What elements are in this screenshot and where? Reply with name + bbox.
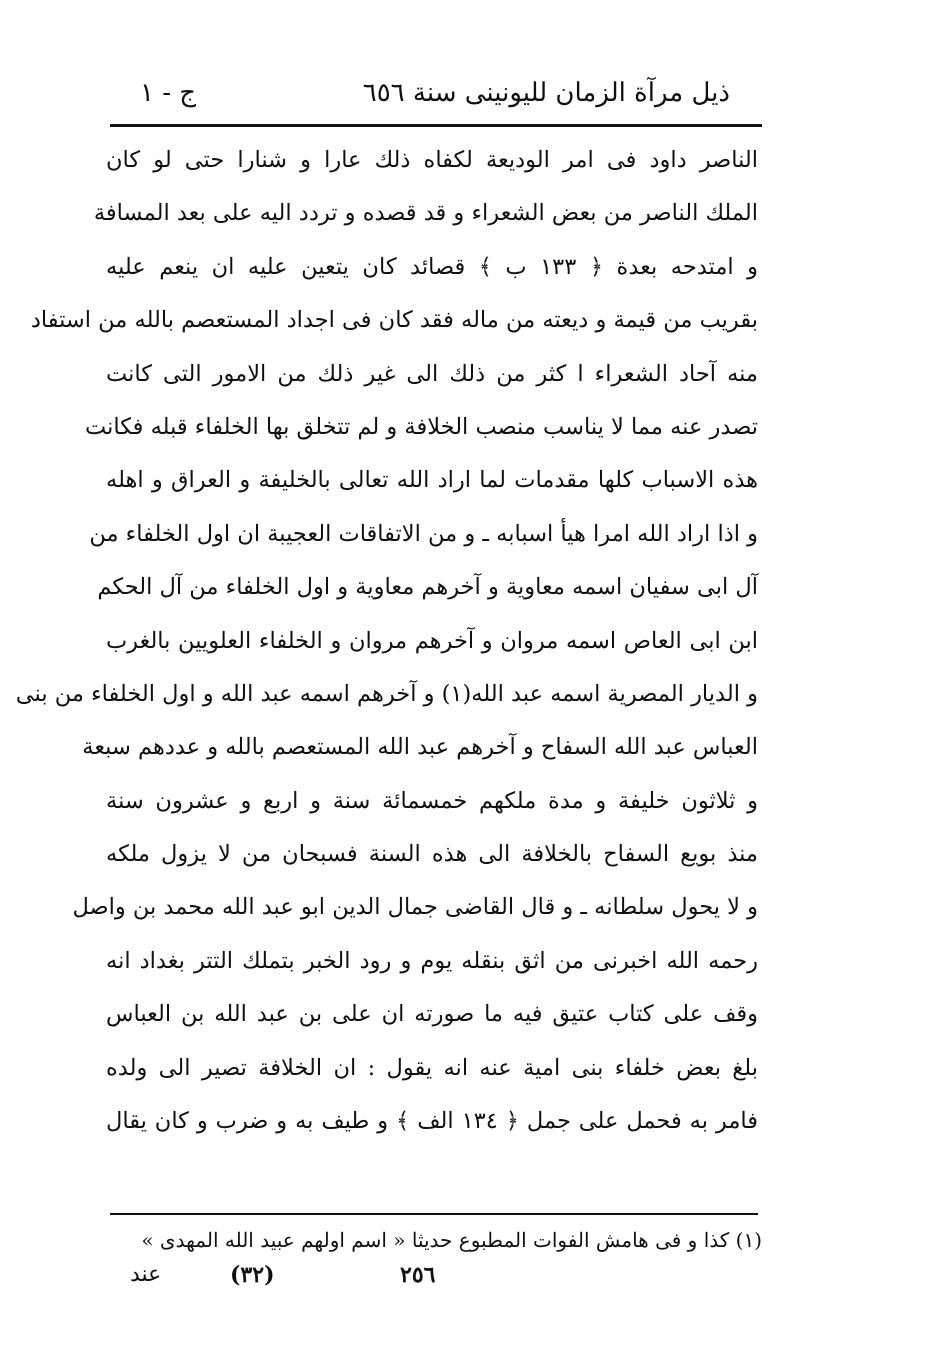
text-line: تصدر عنه مما لا يناسب منصب الخلافة و لم تتخلق بها الخلفاء قبله فكانت: [85, 413, 758, 440]
page-number: ٢٥٦: [400, 1262, 436, 1288]
text-line: و الديار المصرية اسمه عبد الله(١) و آخرهم اسمه عبد الله و اول الخلفاء من بنى: [15, 680, 758, 707]
text-line: بلغ بعض خلفاء بنى امية عنه انه يقول : ان الخلافة تصير الى ولده: [106, 1054, 758, 1081]
page-header: [110, 72, 760, 116]
text-line: هذه الاسباب كلها مقدمات لما اراد الله تعالى بالخليفة و العراق و اهله: [106, 467, 758, 494]
text-line: منه آحاد الشعراء ا كثر من ذلك الى غير ذلك من الامور التى كانت: [106, 360, 758, 387]
text-line: فامر به فحمل على جمل ﴿ ١٣٤ الف ﴾ و طيف به و ضرب و كان يقال: [106, 1108, 758, 1135]
text-line: وقف على كتاب عتيق فيه ما صورته ان على بن عبد الله بن العباس: [106, 1001, 758, 1028]
text-line: و اذا اراد الله امرا هيأ اسبابه ـ و من الاتفاقات العجيبة ان اول الخلفاء من: [89, 520, 758, 547]
text-line: و ثلاثون خليفة و مدة ملكهم خمسمائة سنة و اربع و عشرون سنة: [106, 787, 758, 814]
text-line: و امتدحه بعدة ﴿ ١٣٣ ب ﴾ قصائد كان يتعين عليه ان ينعم عليه: [106, 253, 759, 280]
text-line: و لا يحول سلطانه ـ و قال القاضى جمال الدين ابو عبد الله محمد بن واصل: [72, 894, 758, 921]
text-line: الناصر داود فى امر الوديعة لكفاه ذلك عارا و شنارا حتى لو كان: [106, 147, 758, 173]
text-line: بقريب من قيمة و ديعته من ماله فقد كان فى اجداد المستعصم بالله من استفاد: [30, 307, 758, 334]
text-line: منذ بويع السفاح بالخلافة الى هذه السنة فسبحان من لا يزول ملكه: [106, 841, 758, 868]
text-line: الملك الناصر من بعض الشعراء و قد قصده و تردد اليه على بعد المسافة: [93, 200, 758, 227]
sheet-number: (٣٢): [230, 1262, 275, 1288]
text-line: رحمه الله اخبرنى من اثق بنقله يوم و رود الخبر بتملك التتر بغداد انه: [106, 947, 758, 974]
running-title: ذيل مرآة الزمان لليونينى سنة ٦٥٦: [362, 78, 730, 108]
volume-label: ج - ١: [140, 78, 197, 108]
text-line: ابن ابى العاص اسمه مروان و آخرهم مروان و الخلفاء العلويين بالغرب: [106, 627, 758, 654]
footnote-rule: [110, 1213, 758, 1215]
catchword: عند: [130, 1262, 162, 1287]
text-line: العباس عبد الله السفاح و آخرهم عبد الله المستعصم بالله و عددهم سبعة: [82, 734, 758, 761]
main-text: [15, 134, 759, 1148]
page-footer: [110, 1262, 762, 1302]
footnote: (١) كذا و فى هامش الفوات المطبوع حديثا « اسم اولهم عبيد الله المهدى »: [141, 1228, 762, 1252]
text-line: آل ابى سفيان اسمه معاوية و آخرهم معاوية و اول الخلفاء من آل الحكم: [97, 574, 758, 601]
header-rule: [110, 124, 762, 127]
